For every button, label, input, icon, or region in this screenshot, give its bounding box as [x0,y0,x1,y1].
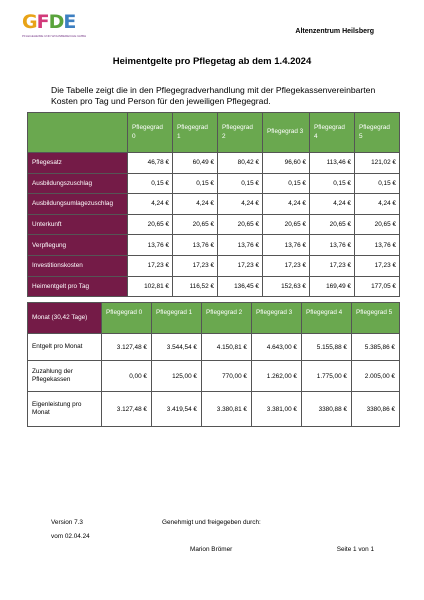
table-cell: 4.643,00 € [252,334,302,361]
table-header-corner: Monat (30,42 Tage) [28,303,102,334]
column-header: Pflegegrad 1 [173,113,218,153]
table-cell: 1.262,00 € [252,361,302,392]
table-row [28,214,400,235]
table-cell: 3.419,54 € [152,392,202,427]
table-cell: 0,15 € [218,173,263,194]
row-label: Unterkunft [28,214,128,235]
row-label: Verpflegung [28,235,128,256]
table-cell: 3.127,48 € [102,392,152,427]
column-header: Pflegegrad 5 [352,303,400,334]
row-label: Ausbildungsumlagezuschlag [28,194,128,215]
table-cell: 125,00 € [152,361,202,392]
table-cell: 13,76 € [128,235,173,256]
table-cell: 2.005,00 € [352,361,400,392]
row-label: Investitionskosten [28,255,128,276]
version-date: vom 02.04.24 [51,533,90,540]
table-cell: 13,76 € [173,235,218,256]
table-cell: 13,76 € [218,235,263,256]
table-cell: 4,24 € [218,194,263,215]
monthly-fees-table [27,302,400,427]
version-label: Version 7.3 [51,519,83,526]
table-cell: 0,15 € [355,173,400,194]
column-header: Pflegegrad 2 [218,113,263,153]
table-cell: 3.127,48 € [102,334,152,361]
page-number: Seite 1 von 1 [336,546,374,553]
table-cell: 46,78 € [128,153,173,174]
table-cell: 3.380,81 € [202,392,252,427]
daily-fees-table [27,112,400,297]
organization-name: Altenzentrum Heilsberg [295,28,374,35]
column-header: Pflegegrad 4 [302,303,352,334]
table-cell: 96,60 € [263,153,310,174]
table-cell: 13,76 € [355,235,400,256]
column-header: Pflegegrad 4 [310,113,355,153]
table-cell: 0,00 € [102,361,152,392]
table-cell: 20,65 € [128,214,173,235]
column-header: Pflegegrad 5 [355,113,400,153]
table-cell: 113,46 € [310,153,355,174]
table-cell: 13,76 € [310,235,355,256]
table-cell: 4,24 € [310,194,355,215]
table-cell: 17,23 € [128,255,173,276]
row-label: Zuzahlung der Pflegekassen [28,361,102,392]
table-cell: 17,23 € [218,255,263,276]
column-header: Pflegegrad 3 [263,113,310,153]
table-cell: 60,49 € [173,153,218,174]
table-cell: 20,65 € [173,214,218,235]
table-cell: 4,24 € [263,194,310,215]
table-cell: 17,23 € [173,255,218,276]
row-label: Eigenleistung pro Monat [28,392,102,427]
column-header: Pflegegrad 2 [202,303,252,334]
table-cell: 4.150,81 € [202,334,252,361]
intro-text: Die Tabelle zeigt die in den Pflegegradverhandlung mit der Pflegekassenvereinbarten Kosten pro Tag und Person für den jeweiligen Pflegegrad. [51,85,376,106]
table-cell: 177,05 € [355,276,400,297]
table-header-corner [28,113,128,153]
table-cell: 13,76 € [263,235,310,256]
column-header: Pflegegrad 0 [102,303,152,334]
table-cell: 102,81 € [128,276,173,297]
table-cell: 17,23 € [263,255,310,276]
table-cell: 0,15 € [263,173,310,194]
row-label: Pflegesatz [28,153,128,174]
table-cell: 20,65 € [218,214,263,235]
table-cell: 20,65 € [355,214,400,235]
table-cell: 17,23 € [310,255,355,276]
table-cell: 5.385,86 € [352,334,400,361]
table-cell: 169,49 € [310,276,355,297]
column-header: Pflegegrad 1 [152,303,202,334]
table-cell: 80,42 € [218,153,263,174]
table-cell: 3380,88 € [302,392,352,427]
table-cell: 17,23 € [355,255,400,276]
table-row [28,361,400,392]
row-label: Heimentgelt pro Tag [28,276,128,297]
table-cell: 20,65 € [263,214,310,235]
table-cell: 3.381,00 € [252,392,302,427]
approver-name: Marion Brömer [190,546,233,553]
company-logo [22,11,87,48]
logo-subtext: PFLEGEHEIME UND WOHNBEREICHE GMBH [22,34,87,38]
table-cell: 0,15 € [173,173,218,194]
table-cell: 4,24 € [173,194,218,215]
table-row [28,173,400,194]
table-cell: 121,02 € [355,153,400,174]
column-header: Pflegegrad 0 [128,113,173,153]
table-row [28,392,400,427]
table-cell: 4,24 € [355,194,400,215]
table-cell: 0,15 € [310,173,355,194]
table-cell: 20,65 € [310,214,355,235]
table-row [28,153,400,174]
table-cell: 0,15 € [128,173,173,194]
table-cell: 3.544,54 € [152,334,202,361]
logo-letters: GFDE [22,11,76,33]
table-header-row [28,113,400,153]
table-row [28,255,400,276]
column-header: Pflegegrad 3 [252,303,302,334]
table-cell: 136,45 € [218,276,263,297]
table-row [28,334,400,361]
row-label: Entgelt pro Monat [28,334,102,361]
table-cell: 770,00 € [202,361,252,392]
approval-label: Genehmigt und freigegeben durch: [162,519,261,526]
table-row [28,235,400,256]
table-header-row [28,303,400,334]
table-cell: 4,24 € [128,194,173,215]
table-cell: 152,63 € [263,276,310,297]
row-label: Ausbildungszuschlag [28,173,128,194]
table-cell: 116,52 € [173,276,218,297]
page-title: Heimentgelte pro Pflegetag ab dem 1.4.2024 [112,56,312,67]
table-row [28,194,400,215]
table-cell: 3380,86 € [352,392,400,427]
table-cell: 1.775,00 € [302,361,352,392]
table-cell: 5.155,88 € [302,334,352,361]
table-row [28,276,400,297]
